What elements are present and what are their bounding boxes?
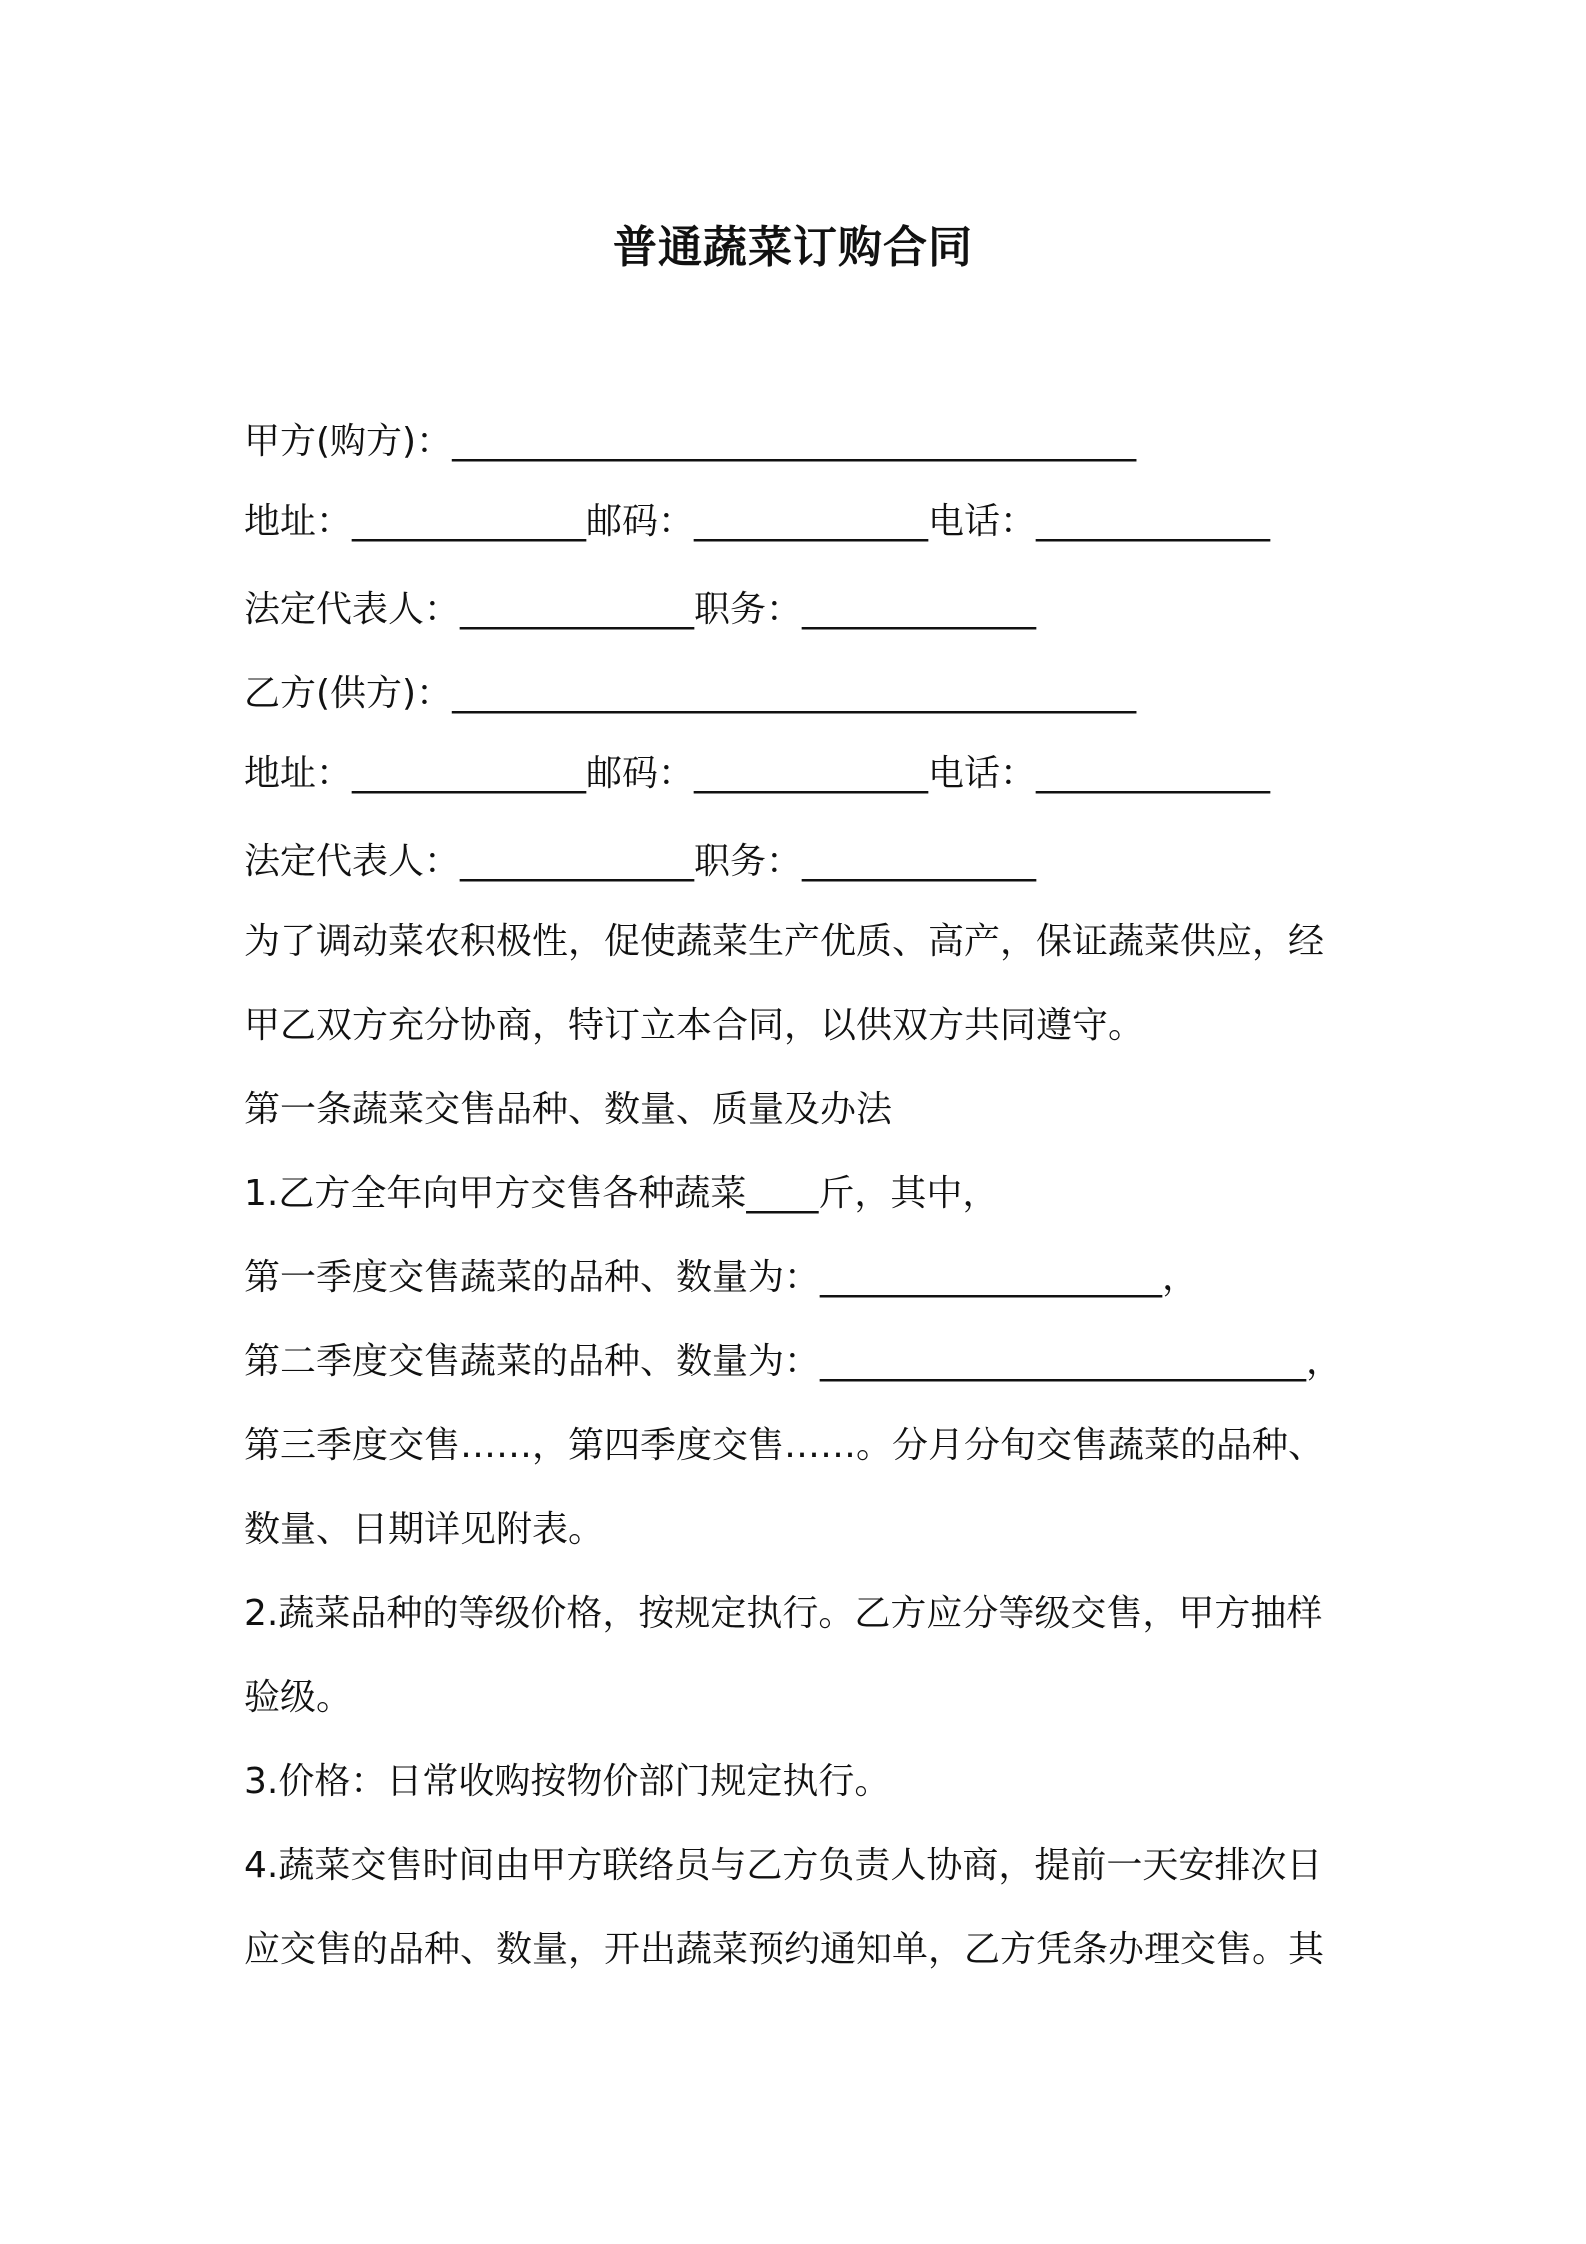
- party-a-address-line: 地址：_____________邮码：_____________电话：_____________: [244, 501, 1271, 542]
- clause-3-line: 3.价格：日常收购按物价部门规定执行。: [244, 1761, 891, 1802]
- clause-2-line-1: 2.蔬菜品种的等级价格，按规定执行。乙方应分等级交售，甲方抽样: [244, 1593, 1323, 1634]
- preamble-line-2: 甲乙双方充分协商，特订立本合同，以供双方共同遵守。: [244, 1005, 1145, 1046]
- party-a-buyer-line: 甲方(购方)：______________________________________: [244, 421, 1137, 462]
- party-a-representative-line: 法定代表人：_____________职务：_____________: [244, 589, 1037, 630]
- quarter-one-line: 第一季度交售蔬菜的品种、数量为：___________________，: [244, 1257, 1199, 1298]
- quarter-two-line: 第二季度交售蔬菜的品种、数量为：___________________________，: [244, 1341, 1343, 1382]
- party-b-supplier-line: 乙方(供方)：______________________________________: [244, 673, 1137, 714]
- party-b-address-line: 地址：_____________邮码：_____________电话：_____________: [244, 753, 1271, 794]
- preamble-line-1: 为了调动菜农积极性，促使蔬菜生产优质、高产，保证蔬菜供应，经: [244, 921, 1325, 962]
- clause-4-line-2: 应交售的品种、数量，开出蔬菜预约通知单，乙方凭条办理交售。其: [244, 1929, 1325, 1970]
- clause-2-line-2: 验级。: [244, 1677, 353, 1718]
- clause-1-line: 1.乙方全年向甲方交售各种蔬菜____斤，其中，: [244, 1173, 999, 1214]
- quarter-three-four-line: 第三季度交售……，第四季度交售……。分月分旬交售蔬菜的品种、: [244, 1425, 1325, 1466]
- clause-4-line-1: 4.蔬菜交售时间由甲方联络员与乙方负责人协商，提前一天安排次日: [244, 1845, 1323, 1886]
- party-b-representative-line: 法定代表人：_____________职务：_____________: [244, 841, 1037, 882]
- schedule-line: 数量、日期详见附表。: [244, 1509, 605, 1550]
- document-title: 普通蔬菜订购合同: [613, 222, 973, 273]
- article-one-heading: 第一条蔬菜交售品种、数量、质量及办法: [244, 1089, 893, 1130]
